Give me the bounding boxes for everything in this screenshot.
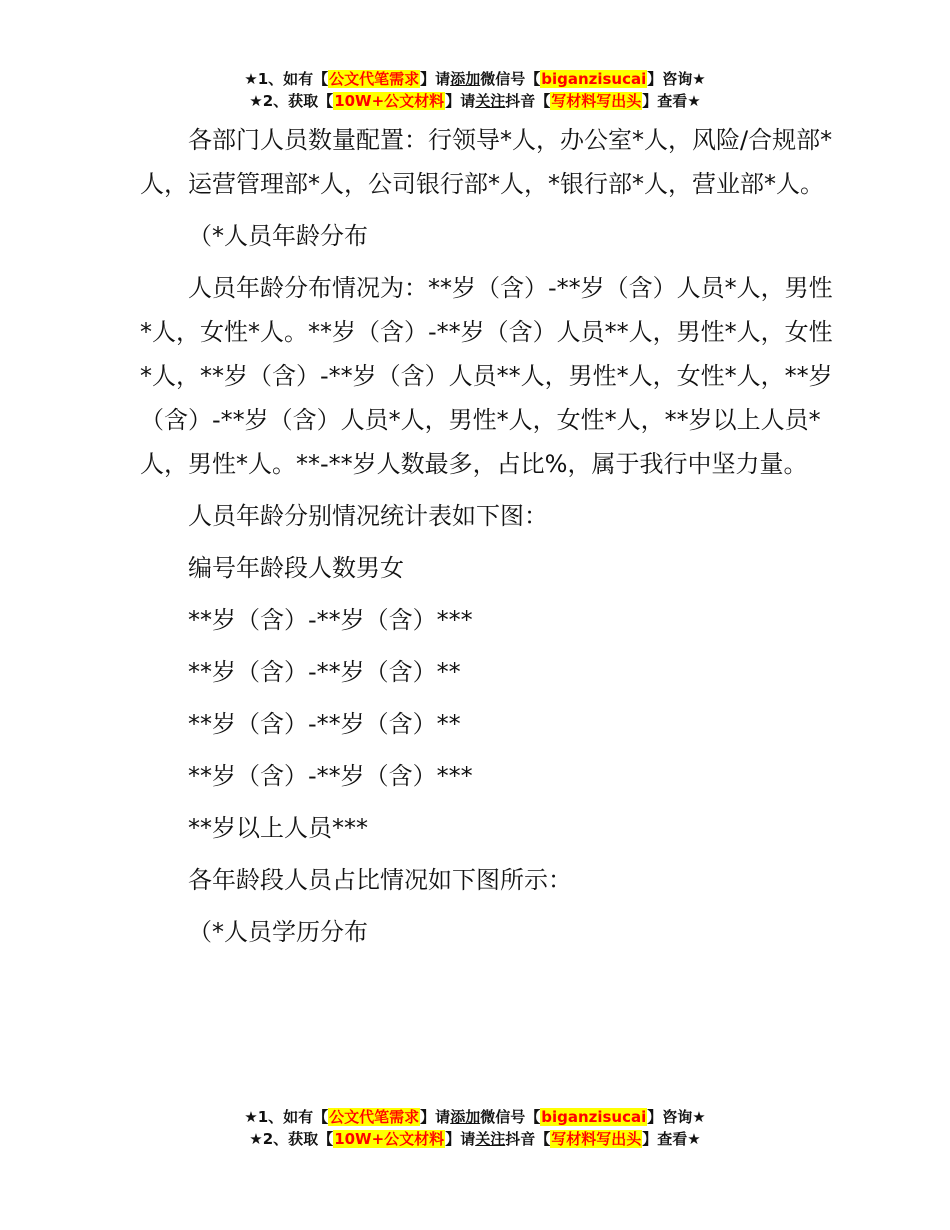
- banner-text: 】咨询★: [647, 1108, 706, 1126]
- banner-highlight: 公文代笔需求: [329, 1108, 420, 1126]
- paragraph: 人员年龄分布情况为：**岁（含）-**岁（含）人员*人，男性*人，女性*人。**岁（含）-**岁（含）人员**人，男性*人，女性*人，**岁（含）-**岁（含）人员**人，男性*人，女性*人，**岁（含）-**岁（含）人员*人，男性*人，女性*人，**岁以上人员*人，男性*人。**-**岁人数最多，占比%，属于我行中坚力量。: [140, 274, 833, 478]
- header-banner: [0, 68, 950, 112]
- banner-underlined: 添加: [450, 1108, 481, 1126]
- banner-text: 】请: [445, 92, 476, 110]
- table-header-line: 编号年龄段人数男女: [188, 554, 404, 582]
- banner-text: 】查看★: [642, 92, 701, 110]
- banner-underlined: 关注: [475, 1130, 506, 1148]
- table-row-line: **岁（含）-**岁（含）***: [188, 606, 473, 634]
- banner-text: 抖音【: [505, 1130, 551, 1148]
- banner-line-1: [0, 1106, 950, 1128]
- banner-underlined: 添加: [450, 70, 481, 88]
- table-row-line: **岁以上人员***: [188, 814, 368, 842]
- banner-highlight: biganzisucai: [541, 70, 647, 88]
- banner-text: 】查看★: [642, 1130, 701, 1148]
- banner-highlight: 10W+公文材料: [334, 1130, 445, 1148]
- banner-text: 微信号【: [480, 70, 541, 88]
- banner-highlight: 写材料写出头: [551, 92, 642, 110]
- banner-text: ★1、如有【: [244, 70, 329, 88]
- banner-line-2: [0, 90, 950, 112]
- banner-line-1: [0, 68, 950, 90]
- banner-text: 】请: [420, 1108, 451, 1126]
- table-row-line: **岁（含）-**岁（含）**: [188, 710, 461, 738]
- paragraph: 各年龄段人员占比情况如下图所示：: [188, 866, 572, 894]
- paragraph: 各部门人员数量配置：行领导*人，办公室*人，风险/合规部*人，运营管理部*人，公司银行部*人，*银行部*人，营业部*人。: [140, 126, 833, 198]
- paragraph: 人员年龄分别情况统计表如下图：: [188, 502, 548, 530]
- document-body: [140, 118, 835, 954]
- table-row-line: **岁（含）-**岁（含）***: [188, 762, 473, 790]
- banner-highlight: 公文代笔需求: [329, 70, 420, 88]
- banner-text: 】请: [420, 70, 451, 88]
- banner-highlight: 10W+公文材料: [334, 92, 445, 110]
- footer-banner: [0, 1106, 950, 1150]
- banner-highlight: biganzisucai: [541, 1108, 647, 1126]
- banner-line-2: [0, 1128, 950, 1150]
- banner-text: 】咨询★: [647, 70, 706, 88]
- table-row-line: **岁（含）-**岁（含）**: [188, 658, 461, 686]
- banner-text: 微信号【: [480, 1108, 541, 1126]
- banner-text: ★2、获取【: [249, 1130, 334, 1148]
- section-heading: （*人员年龄分布: [188, 222, 368, 250]
- banner-highlight: 写材料写出头: [551, 1130, 642, 1148]
- banner-text: 抖音【: [505, 92, 551, 110]
- banner-text: ★2、获取【: [249, 92, 334, 110]
- banner-text: 】请: [445, 1130, 476, 1148]
- section-heading: （*人员学历分布: [188, 918, 368, 946]
- banner-text: ★1、如有【: [244, 1108, 329, 1126]
- banner-underlined: 关注: [475, 92, 506, 110]
